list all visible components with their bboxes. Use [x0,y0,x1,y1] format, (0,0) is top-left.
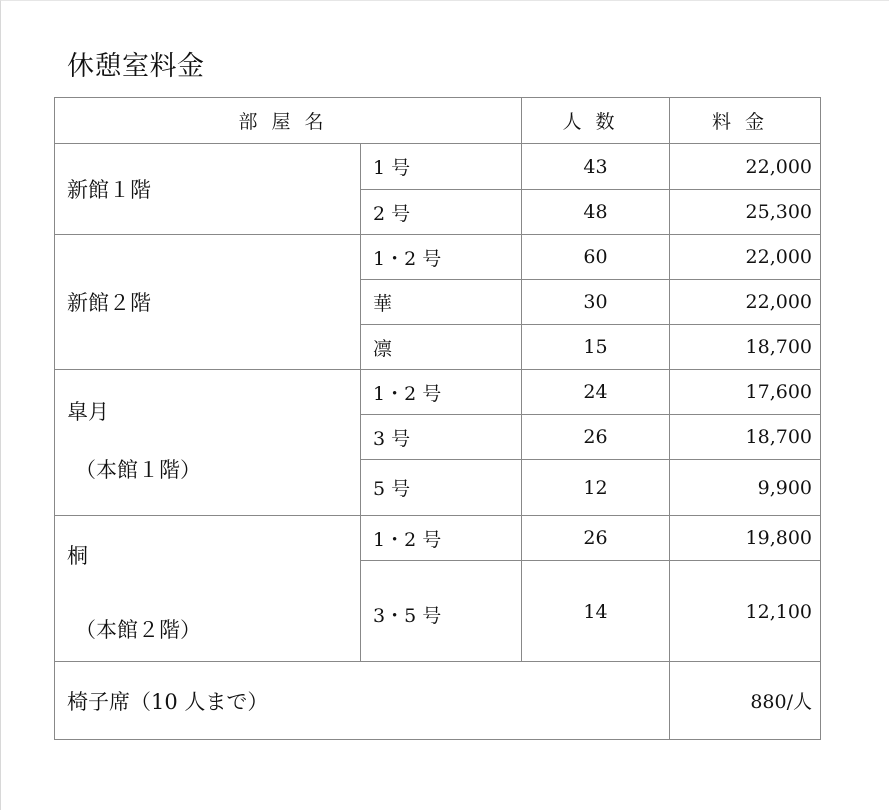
people-count: 26 [522,516,670,561]
group-name: 皐月 [67,400,109,424]
room-name: 凛 [361,325,522,370]
table-row [55,516,821,561]
table-row [55,370,821,415]
people-count: 30 [522,280,670,325]
room-name: 3 号 [361,415,522,460]
people-count: 60 [522,235,670,280]
group-kiri [55,516,361,662]
table-row [55,144,821,190]
people-count: 26 [522,415,670,460]
people-count: 14 [522,561,670,662]
header-people: 人数 [522,98,670,144]
room-name: 1・2 号 [361,235,522,280]
room-name: 3・5 号 [361,561,522,662]
people-count: 48 [522,190,670,235]
table-row [55,235,821,280]
room-price: 22,000 [670,280,821,325]
room-price: 22,000 [670,144,821,190]
people-count: 24 [522,370,670,415]
fee-table [54,97,821,740]
group-name: 新館２階 [67,291,151,315]
room-price: 22,000 [670,235,821,280]
room-price: 18,700 [670,325,821,370]
page-title: 休憩室料金 [67,51,205,82]
group-name: 桐 [67,544,88,568]
chairs-row [55,662,821,740]
chairs-label: 椅子席（10 人まで） [55,662,670,740]
room-price: 19,800 [670,516,821,561]
group-location: （本館２階） [75,618,201,642]
people-count: 43 [522,144,670,190]
group-shinkan-1f [55,144,361,235]
room-price: 18,700 [670,415,821,460]
header-room: 部屋名 [55,98,522,144]
room-name: 2 号 [361,190,522,235]
people-count: 12 [522,460,670,516]
room-price: 12,100 [670,561,821,662]
group-shinkan-2f [55,235,361,370]
room-name: 1・2 号 [361,516,522,561]
room-name: 華 [361,280,522,325]
group-location: （本館１階） [75,458,201,482]
people-count: 15 [522,325,670,370]
room-price: 17,600 [670,370,821,415]
room-price: 25,300 [670,190,821,235]
room-name: 5 号 [361,460,522,516]
room-name: 1 号 [361,144,522,190]
header-price: 料金 [670,98,821,144]
room-price: 9,900 [670,460,821,516]
room-name: 1・2 号 [361,370,522,415]
group-satsuki [55,370,361,516]
chairs-price: 880/人 [670,662,821,740]
header-row [55,98,821,144]
group-name: 新館１階 [67,178,151,202]
